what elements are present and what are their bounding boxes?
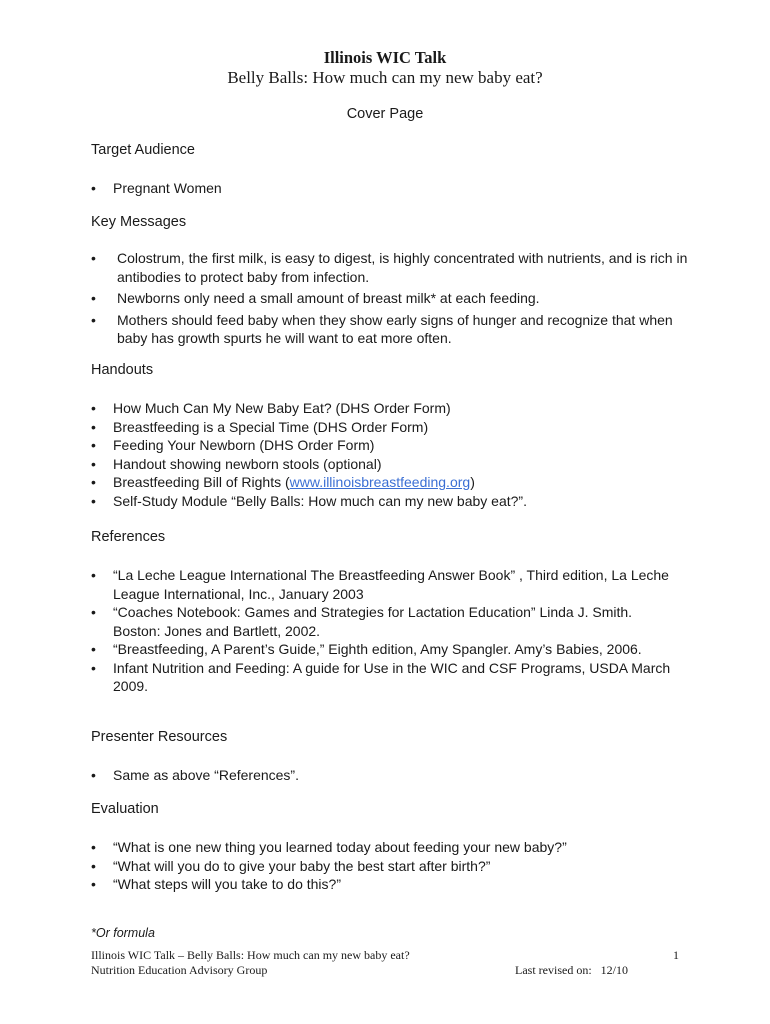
document-subtitle: Belly Balls: How much can my new baby eat?: [227, 68, 543, 87]
list-item: • “La Leche League International The Breastfeeding Answer Book” , Third edition, La Leche League International, Inc., January 2003: [91, 566, 681, 603]
cover-page-label: Cover Page: [346, 106, 424, 122]
document-title: Illinois WIC Talk: [323, 48, 447, 67]
key-messages-list: [91, 249, 691, 351]
footer-title: Illinois WIC Talk – Belly Balls: How much can my new baby eat?: [91, 948, 410, 962]
list-item: • Breastfeeding is a Special Time (DHS Order Form): [91, 418, 691, 437]
footnote: *Or formula: [91, 926, 155, 940]
target-audience-heading: Target Audience: [91, 142, 195, 158]
list-item: • “Coaches Notebook: Games and Strategies for Lactation Education” Linda J. Smith. Boston: Jones and Bartlett, 2002.: [91, 603, 681, 640]
list-item: • Same as above “References”.: [91, 766, 691, 785]
target-audience-list: [91, 179, 691, 198]
list-item: • Feeding Your Newborn (DHS Order Form): [91, 436, 691, 455]
presenter-resources-heading: Presenter Resources: [91, 729, 228, 745]
list-item: • Colostrum, the first milk, is easy to digest, is highly concentrated with nutrients, and is rich in antibodies to protect baby from infection.: [91, 249, 691, 286]
list-item: • “What will you do to give your baby the best start after birth?”: [91, 857, 691, 876]
evaluation-heading: Evaluation: [91, 801, 159, 817]
list-item-bill-of-rights: [91, 473, 691, 492]
list-item: • Newborns only need a small amount of breast milk* at each feeding.: [91, 289, 691, 308]
list-item: • Mothers should feed baby when they show early signs of hunger and recognize that when baby has growth spurts he will want to eat more often.: [91, 311, 691, 348]
references-list: [91, 566, 681, 696]
references-heading: References: [91, 529, 166, 545]
key-messages-heading: Key Messages: [91, 214, 187, 230]
list-item: • “What is one new thing you learned today about feeding your new baby?”: [91, 838, 691, 857]
revised-date: 12/10: [600, 963, 628, 977]
revised-label: Last revised on:: [515, 963, 592, 977]
list-item: • Infant Nutrition and Feeding: A guide for Use in the WIC and CSF Programs, USDA March 2009.: [91, 659, 681, 696]
illinois-breastfeeding-link[interactable]: www.illinoisbreastfeeding.org: [289, 474, 471, 490]
bill-of-rights-prefix: Breastfeeding Bill of Rights (: [113, 474, 290, 490]
page-number: 1: [673, 948, 679, 962]
footer-group: Nutrition Education Advisory Group: [91, 963, 268, 977]
list-item: • “Breastfeeding, A Parent’s Guide,” Eighth edition, Amy Spangler. Amy’s Babies, 2006.: [91, 640, 681, 659]
handouts-heading: Handouts: [91, 362, 154, 378]
list-item: • How Much Can My New Baby Eat? (DHS Order Form): [91, 399, 691, 418]
handouts-list: [91, 399, 691, 510]
list-item: • Pregnant Women: [91, 179, 691, 198]
footer-revised: [515, 963, 628, 978]
bill-of-rights-suffix: ): [470, 474, 475, 490]
list-item: • “What steps will you take to do this?”: [91, 875, 691, 894]
evaluation-list: [91, 838, 691, 894]
list-item: • Self-Study Module “Belly Balls: How much can my new baby eat?”.: [91, 492, 691, 511]
presenter-resources-list: [91, 766, 691, 785]
list-item: • Handout showing newborn stools (optional): [91, 455, 691, 474]
